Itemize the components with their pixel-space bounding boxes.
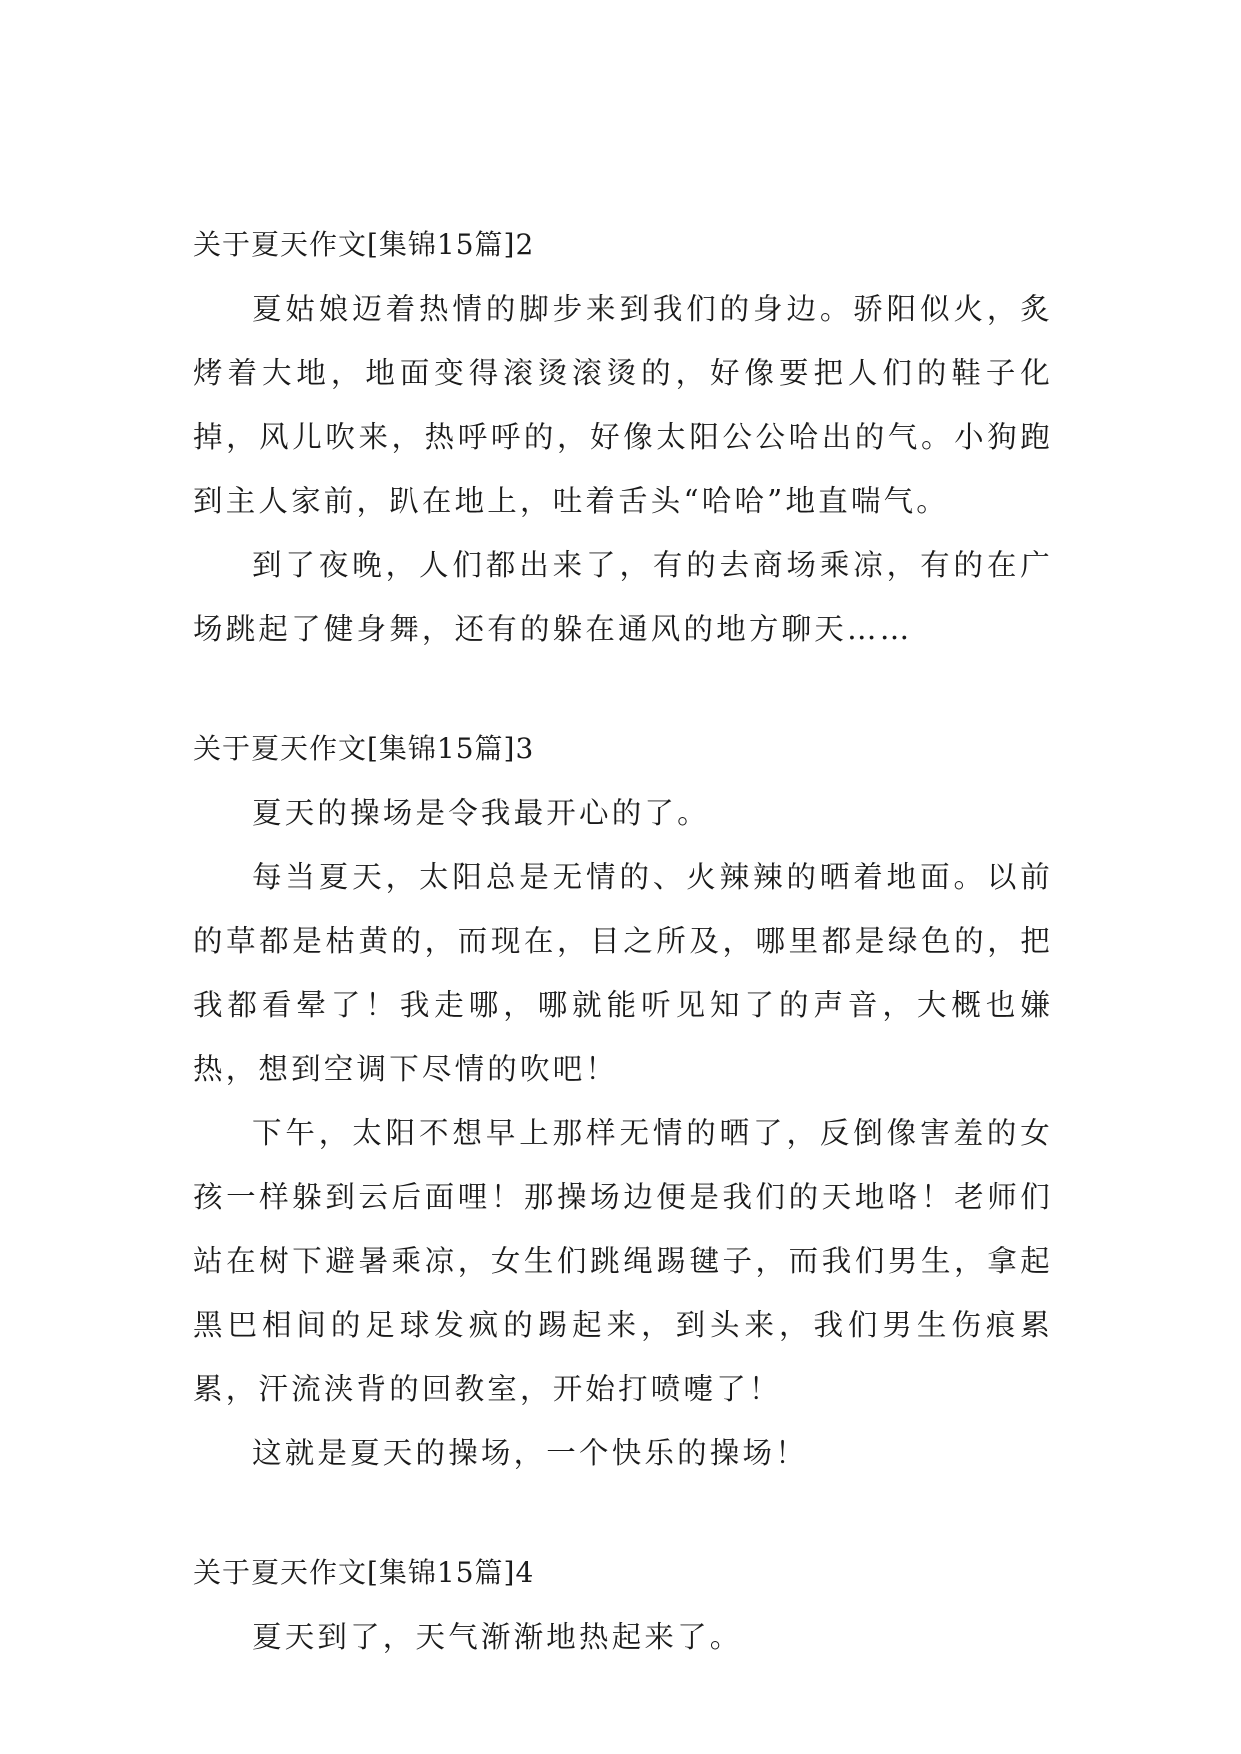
- essay-section-4: [193, 1541, 1053, 1669]
- section-title: 关于夏天作文[集锦15篇]4: [193, 1556, 535, 1589]
- paragraph: 夏天的操场是令我最开心的了。: [252, 796, 710, 830]
- document-body: [193, 213, 1053, 1669]
- paragraph: 这就是夏天的操场，一个快乐的操场！: [252, 1436, 808, 1470]
- essay-section-3: [193, 717, 1053, 1485]
- paragraph: 夏天到了，天气渐渐地热起来了。: [252, 1620, 743, 1654]
- essay-section-2: [193, 213, 1053, 661]
- paragraph: 夏姑娘迈着热情的脚步来到我们的身边。骄阳似火，炙烤着大地，地面变得滚烫滚烫的，好像要把人们的鞋子化掉，风儿吹来，热呼呼的，好像太阳公公哈出的气。小狗跑到主人家前，趴在地上，吐着舌头“哈哈”地直喘气。: [193, 292, 1053, 518]
- section-title: 关于夏天作文[集锦15篇]2: [193, 228, 535, 261]
- section-title: 关于夏天作文[集锦15篇]3: [193, 732, 535, 765]
- paragraph: 每当夏天，太阳总是无情的、火辣辣的晒着地面。以前的草都是枯黄的，而现在，目之所及，哪里都是绿色的，把我都看晕了！我走哪，哪就能听见知了的声音，大概也嫌热，想到空调下尽情的吹吧！: [193, 860, 1053, 1086]
- paragraph: 下午，太阳不想早上那样无情的晒了，反倒像害羞的女孩一样躲到云后面哩！那操场边便是我们的天地咯！老师们站在树下避暑乘凉，女生们跳绳踢毽子，而我们男生，拿起黑巴相间的足球发疯的踢起来，到头来，我们男生伤痕累累，汗流浃背的回教室，开始打喷嚏了！: [193, 1116, 1053, 1406]
- paragraph: 到了夜晚，人们都出来了，有的去商场乘凉，有的在广场跳起了健身舞，还有的躲在通风的地方聊天……: [193, 548, 1053, 646]
